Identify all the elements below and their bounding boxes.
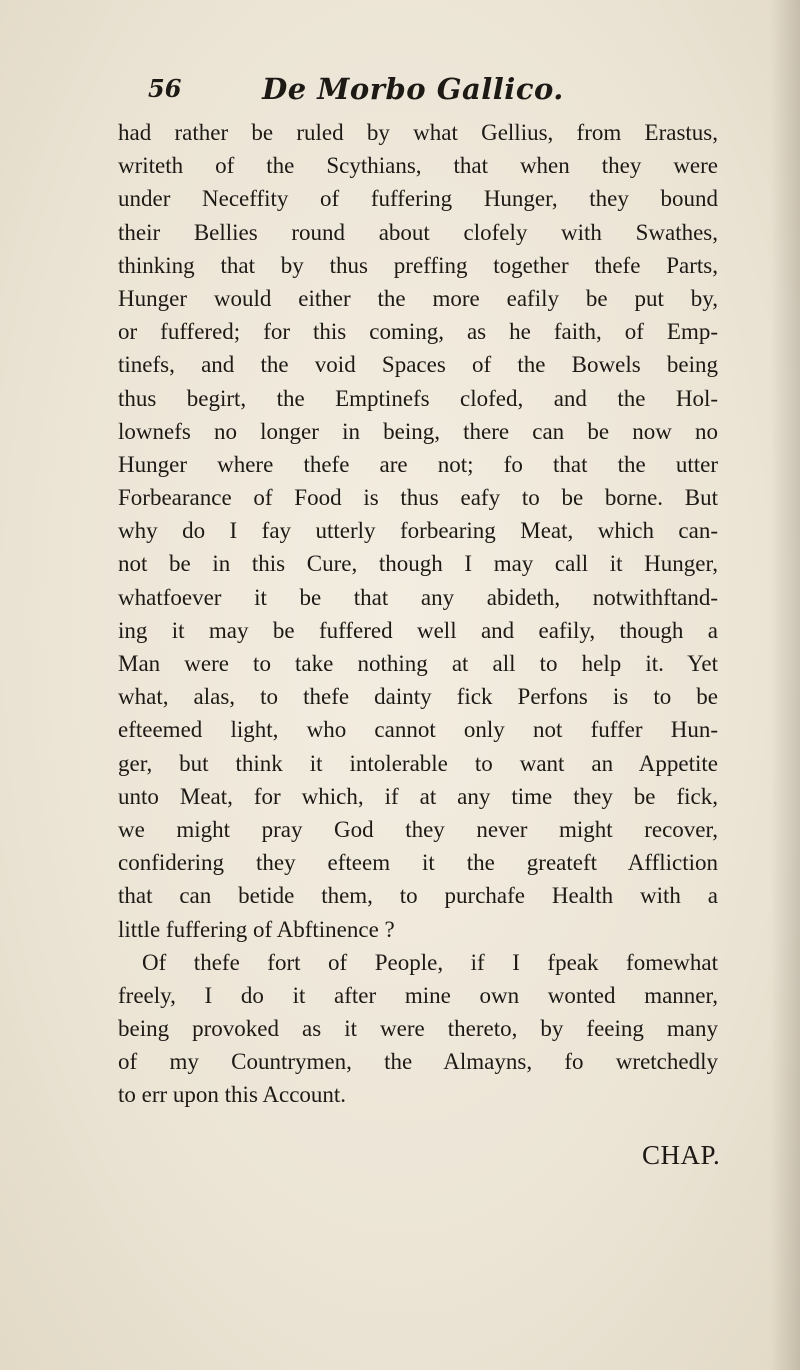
text-line: lownefs no longer in being, there can be now no	[118, 418, 718, 444]
text-line: to err upon this Account.	[118, 1082, 347, 1108]
page-edge-shadow	[770, 0, 800, 1370]
text-line: ing it may be fuffered well and eafily, though a	[118, 617, 718, 643]
text-line: thus begirt, the Emptinefs clofed, and the Hol-	[118, 385, 718, 411]
text-line: being provoked as it were thereto, by feeing many	[118, 1016, 718, 1042]
text-line: not be in this Cure, though I may call it Hunger,	[118, 551, 718, 577]
text-line: whatfoever it be that any abideth, notwithftand-	[118, 584, 718, 610]
page-number: 56	[148, 74, 182, 103]
text-line: writeth of the Scythians, that when they were	[118, 153, 718, 179]
text-line: thinking that by thus preffing together thefe Parts,	[118, 252, 718, 278]
text-line: Hunger would either the more eafily be put by,	[118, 285, 718, 311]
text-line: had rather be ruled by what Gellius, from Erastus,	[118, 120, 718, 145]
text-line: confidering they efteem it the greateft Affliction	[118, 850, 718, 876]
text-line: or fuffered; for this coming, as he faith, of Emp-	[118, 319, 718, 345]
text-line: that can betide them, to purchafe Health with a	[118, 883, 718, 909]
text-line: tinefs, and the void Spaces of the Bowels being	[118, 352, 718, 378]
text-line: efteemed light, who cannot only not fuffer Hun-	[118, 717, 718, 743]
text-line: unto Meat, for which, if at any time they be fick,	[118, 783, 718, 809]
running-head: De Morbo Gallico.	[262, 72, 564, 106]
text-line: why do I fay utterly forbearing Meat, which can-	[118, 518, 718, 544]
text-line: we might pray God they never might recover,	[118, 816, 718, 842]
text-line: their Bellies round about clofely with Swathes,	[118, 219, 718, 245]
text-line: what, alas, to thefe dainty fick Perfons is to be	[118, 684, 718, 710]
catchword: CHAP.	[642, 1140, 721, 1170]
text-line: of my Countrymen, the Almayns, fo wretchedly	[118, 1049, 718, 1075]
text-line: Forbearance of Food is thus eafy to be borne. But	[118, 485, 718, 511]
page-header	[148, 72, 678, 112]
text-line: Of thefe fort of People, if I fpeak fomewhat	[142, 949, 718, 975]
text-line: ger, but think it intolerable to want an Appetite	[118, 750, 718, 776]
text-line: freely, I do it after mine own wonted manner,	[118, 982, 718, 1008]
body-text	[118, 116, 718, 1112]
text-line: Hunger where thefe are not; fo that the utter	[118, 451, 718, 477]
text-line: little fuffering of Abftinence ?	[118, 916, 395, 942]
text-line: Man were to take nothing at all to help it. Yet	[118, 651, 718, 676]
text-line: under Neceffity of fuffering Hunger, they bound	[118, 186, 718, 212]
